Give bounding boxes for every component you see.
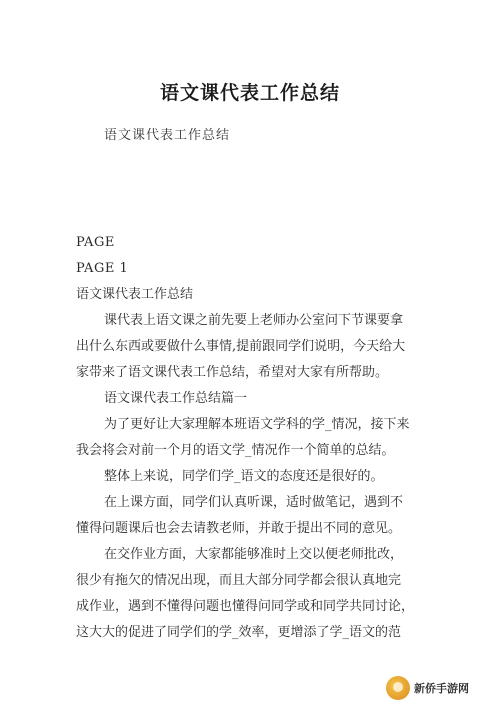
paragraph-line: 我会将会对前一个月的语文学_情况作一个简单的总结。 xyxy=(76,443,395,458)
document-title: 语文课代表工作总结 xyxy=(159,82,340,104)
document-subtitle: 语文课代表工作总结 xyxy=(104,128,231,143)
paragraph-line: 在上课方面，同学们认真听课，适时做笔记，遇到不 xyxy=(104,495,404,510)
paragraph-line: 成作业，遇到不懂得问题也懂得问同学或和同学共同讨论， xyxy=(76,599,415,614)
document-body xyxy=(76,230,426,646)
paragraph-line: 课代表上语文课之前先要上老师办公室问下节课要拿 xyxy=(104,313,404,328)
paragraph-line: 整体上来说，同学们学_语文的态度还是很好的。 xyxy=(104,469,384,484)
paragraph-line: 很少有拖欠的情况出现，而且大部分同学都会很认真地完 xyxy=(76,573,402,588)
paragraph-line: 为了更好让大家理解本班语文学科的学_情况，接下来 xyxy=(104,417,410,432)
site-watermark xyxy=(386,674,494,702)
paragraph-line: 出什么东西或要做什么事情,提前跟同学们说明，今天给大 xyxy=(76,339,406,354)
watermark-logo-icon xyxy=(386,676,410,700)
section-heading: 语文课代表工作总结篇一 xyxy=(104,391,248,406)
paragraph-line: 这大大的促进了同学们的学_效率，更增添了学_语文的范 xyxy=(76,625,402,640)
page-field-label: PAGE xyxy=(76,235,115,250)
body-heading: 语文课代表工作总结 xyxy=(76,287,194,302)
paragraph-line: 懂得问题课后也会去请教老师，并敢于提出不同的意见。 xyxy=(76,521,402,536)
page-number-label: PAGE 1 xyxy=(76,261,129,276)
paragraph-line: 在交作业方面，大家都能够准时上交以便老师批改， xyxy=(104,547,404,562)
paragraph-line: 家带来了语文课代表工作总结，希望对大家有所帮助。 xyxy=(76,365,389,380)
watermark-text: 新侨手游网 xyxy=(414,682,469,695)
